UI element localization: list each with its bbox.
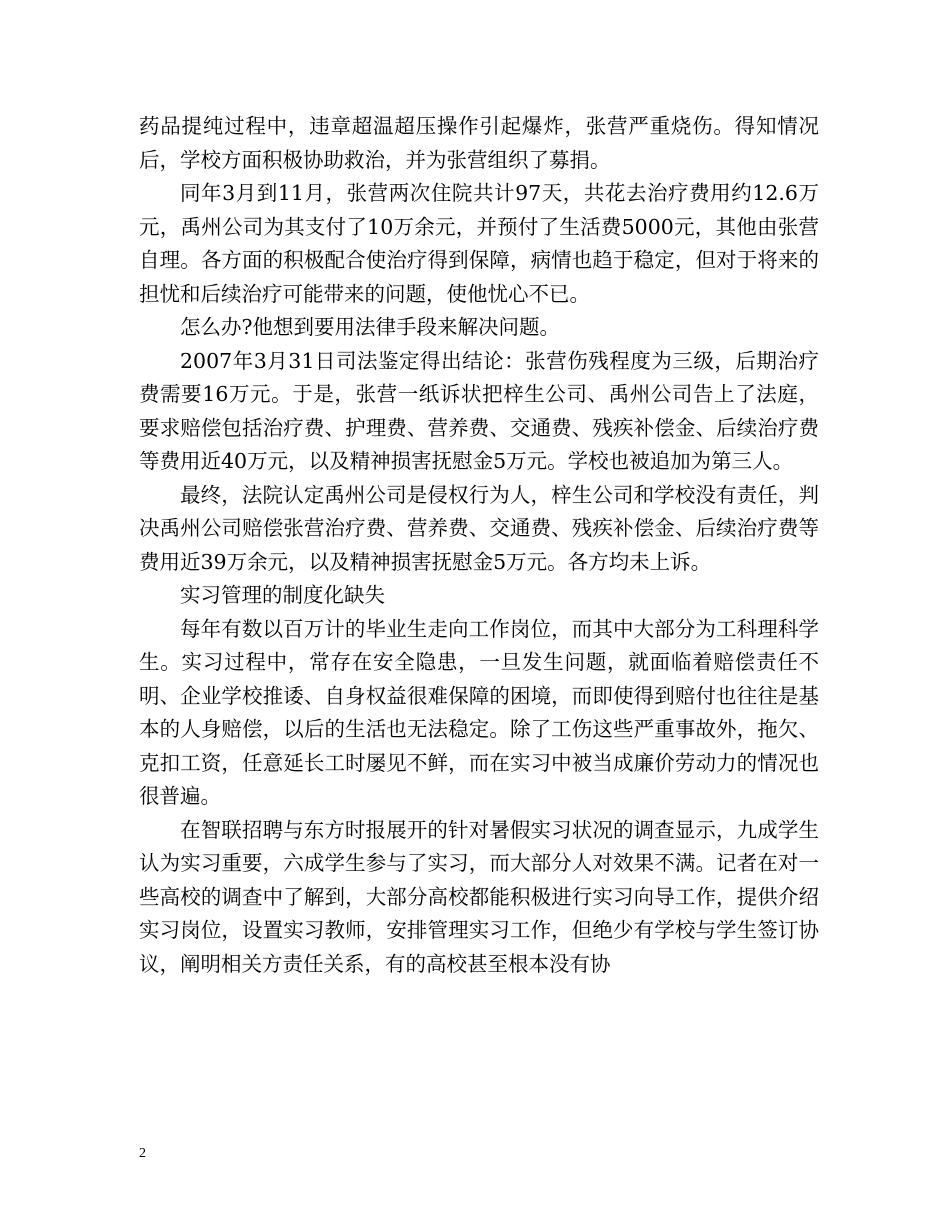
document-body (139, 110, 819, 981)
page-number: 2 (139, 1146, 146, 1161)
paragraph-treatment-costs: 同年3月到11月，张营两次住院共计97天，共花去治疗费用约12.6万元，禹州公司为其支付了10万余元，并预付了生活费5000元，其他由张营自理。各方面的积极配合使治疗得到保障，病情也趋于稳定，但对于将来的担忧和后续治疗可能带来的问题，使他忧心不已。 (139, 181, 819, 306)
paragraph-survey: 在智联招聘与东方时报展开的针对暑假实习状况的调查显示，九成学生认为实习重要，六成学生参与了实习，而大部分人对效果不满。记者在对一些高校的调查中了解到，大部分高校都能积极进行实习向导工作，提供介绍实习岗位，设置实习教师，安排管理实习工作，但绝少有学校与学生签订协议，阐明相关方责任关系，有的高校甚至根本没有协 (139, 817, 819, 976)
section-heading: 实习管理的制度化缺失 (180, 583, 385, 607)
paragraph-lawsuit: 2007年3月31日司法鉴定得出结论：张营伤残程度为三级，后期治疗费需要16万元。于是，张营一纸诉状把梓生公司、禹州公司告上了法庭，要求赔偿包括治疗费、护理费、营养费、交通费、残疾补偿金、后续治疗费等费用近40万元，以及精神损害抚慰金5万元。学校也被追加为第三人。 (139, 348, 819, 473)
paragraph-continuation: 药品提纯过程中，违章超温超压操作引起爆炸，张营严重烧伤。得知情况后，学校方面积极协助救治，并为张营组织了募捐。 (139, 114, 819, 172)
paragraph-verdict: 最终，法院认定禹州公司是侵权行为人，梓生公司和学校没有责任，判决禹州公司赔偿张营治疗费、营养费、交通费、残疾补偿金、后续治疗费等费用近39万余元，以及精神损害抚慰金5万元。各方均未上诉。 (139, 482, 819, 574)
paragraph-internship-risks: 每年有数以百万计的毕业生走向工作岗位，而其中大部分为工科理科学生。实习过程中，常存在安全隐患，一旦发生问题，就面临着赔偿责任不明、企业学校推诿、自身权益很难保障的困境，而即使得到赔付也往往是基本的人身赔偿，以后的生活也无法稳定。除了工伤这些严重事故外，拖欠、克扣工资，任意延长工时屡见不鲜，而在实习中被当成廉价劳动力的情况也很普遍。 (139, 616, 819, 808)
paragraph-question: 怎么办?他想到要用法律手段来解决问题。 (180, 315, 560, 339)
